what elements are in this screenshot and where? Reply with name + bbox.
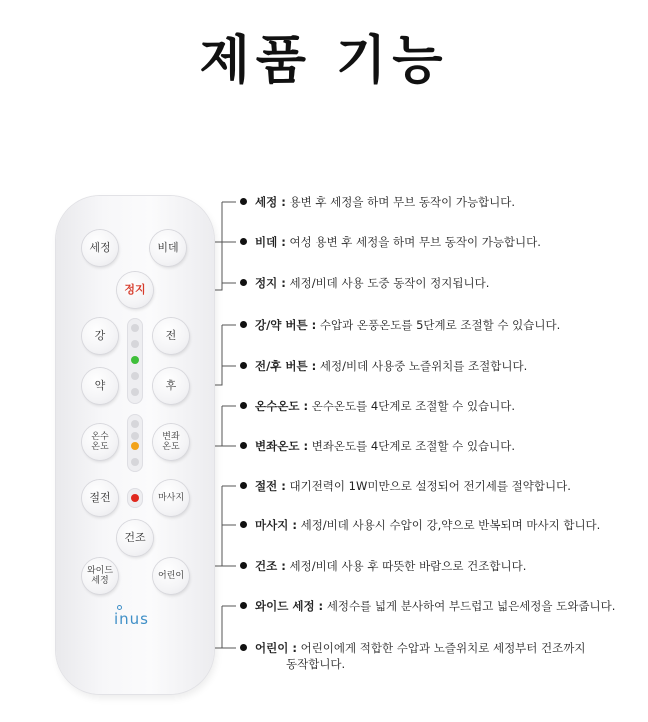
feature-desc: 세정/비데 사용 도중 동작이 정지됩니다. [289,276,490,290]
feature-label: 비데 : [255,235,286,249]
bullet-icon [240,362,247,369]
bullet-icon [240,402,247,409]
feature-item-water-temp [240,398,515,414]
feature-desc: 온수온도를 4단계로 조절할 수 있습니다. [311,399,516,413]
led-indicator-active-green [131,356,139,364]
kids-button[interactable]: 어린이 [153,558,189,594]
bullet-icon [240,442,247,449]
led-indicator [131,388,139,396]
feature-item-strength [240,317,560,333]
feature-item-kids [240,640,586,672]
wash-button[interactable]: 세정 [82,230,118,266]
feature-desc: 세정/비데 사용 후 따뜻한 바람으로 건조합니다. [289,559,527,573]
bullet-icon [240,279,247,286]
led-indicator [131,340,139,348]
weak-button[interactable]: 약 [82,368,118,404]
feature-label: 세정 : [255,195,286,209]
bullet-icon [240,238,247,245]
feature-label: 와이드 세정 : [255,599,324,613]
feature-desc: 여성 용변 후 세정을 하며 무브 동작이 가능합니다. [289,235,541,249]
front-button[interactable]: 전 [153,318,189,354]
massage-button[interactable]: 마사지 [153,480,189,516]
brand-logo [114,610,149,628]
feature-item-dry [240,558,526,574]
feature-desc: 용변 후 세정을 하며 무브 동작이 가능합니다. [289,195,516,209]
seat-temp-button[interactable]: 변좌 온도 [153,424,189,460]
feature-desc: 세정수를 넓게 분사하여 부드럽고 넓은세정을 도와줍니다. [326,599,616,613]
feature-item-wide-wash [240,598,615,614]
feature-desc: 어린이에게 적합한 수압과 노즐위치로 세정부터 건조까지 [300,641,586,655]
feature-label: 온수온도 : [255,399,309,413]
feature-desc: 세정/비데 사용중 노즐위치를 조절합니다. [319,359,528,373]
led-indicator [131,432,139,440]
feature-desc: 대기전력이 1W미만으로 설정되어 전기세를 절약합니다. [289,479,571,493]
led-indicator [131,372,139,380]
dry-button[interactable]: 건조 [117,520,153,556]
feature-label: 절전 : [255,479,286,493]
feature-label: 정지 : [255,276,286,290]
feature-item-position [240,358,527,374]
feature-desc: 변좌온도를 4단계로 조절할 수 있습니다. [311,439,516,453]
temp-led-column [127,414,143,472]
feature-desc: 수압과 온풍온도를 5단계로 조절할 수 있습니다. [319,318,561,332]
rear-button[interactable]: 후 [153,368,189,404]
bullet-icon [240,602,247,609]
save-button[interactable]: 절전 [82,480,118,516]
strong-button[interactable]: 강 [82,318,118,354]
feature-label: 어린이 : [255,641,297,655]
led-indicator-active-orange [131,442,139,450]
feature-item-bidet [240,234,541,250]
led-indicator [131,420,139,428]
feature-label: 건조 : [255,559,286,573]
feature-item-seat-temp [240,438,515,454]
brand-text: inus [114,610,149,628]
feature-desc-continued: 동작합니다. [286,657,346,671]
pressure-led-column [127,318,143,404]
feature-label: 전/후 버튼 : [255,359,317,373]
bullet-icon [240,321,247,328]
feature-desc: 세정/비데 사용시 수압이 강,약으로 반복되며 마사지 합니다. [300,518,601,532]
bullet-icon [240,644,247,651]
page-title: 제품 기능 [199,31,449,91]
bidet-button[interactable]: 비데 [150,230,186,266]
feature-label: 강/약 버튼 : [255,318,317,332]
feature-item-stop [240,275,489,291]
led-indicator-active-red [131,494,139,502]
bullet-icon [240,198,247,205]
stop-button[interactable]: 정지 [117,272,153,308]
feature-item-massage [240,517,600,533]
bullet-icon [240,482,247,489]
water-temp-button[interactable]: 온수 온도 [82,424,118,460]
led-indicator [131,458,139,466]
bullet-icon [240,562,247,569]
wide-wash-button[interactable]: 와이드 세정 [82,558,118,594]
save-led-column [127,488,143,508]
led-indicator [131,324,139,332]
feature-item-wash [240,194,515,210]
feature-item-save [240,478,571,494]
feature-label: 마사지 : [255,518,297,532]
bullet-icon [240,521,247,528]
feature-label: 변좌온도 : [255,439,309,453]
